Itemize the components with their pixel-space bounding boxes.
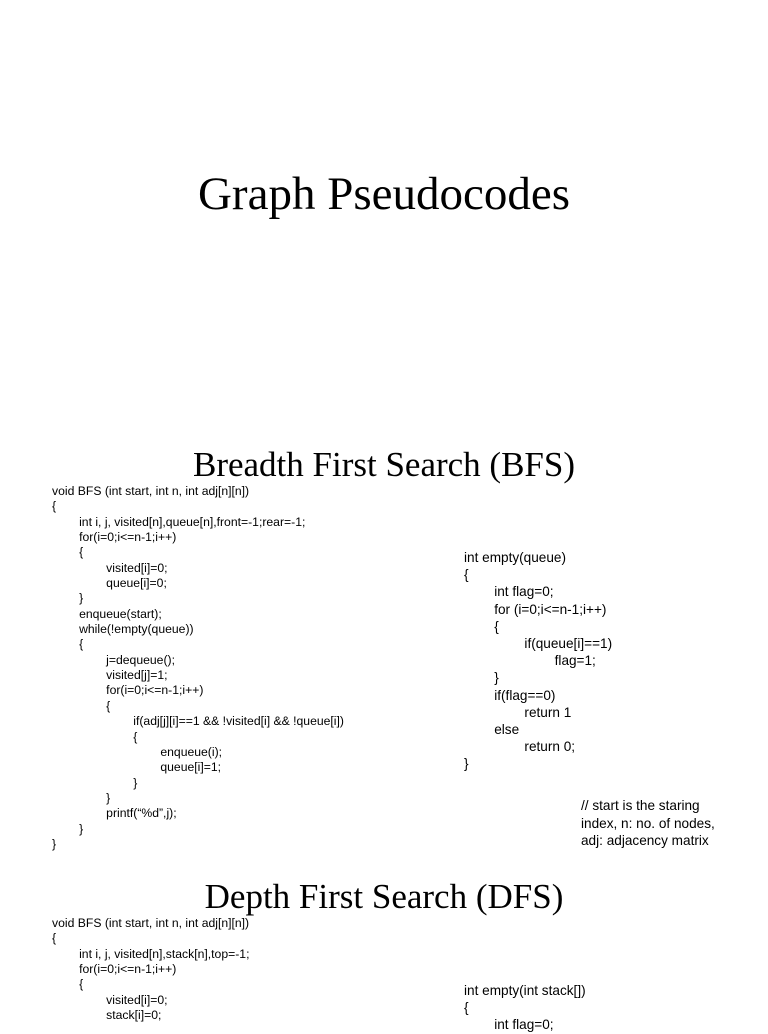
code-line: }: [52, 591, 84, 606]
code-line: }: [52, 790, 111, 805]
parameter-note: [581, 797, 715, 850]
code-line: while(!empty(queue)): [52, 622, 194, 637]
code-line: {: [52, 499, 57, 514]
code-line: visited[j]=1;: [52, 668, 168, 683]
code-line: {: [52, 637, 84, 652]
code-line: {: [52, 545, 84, 560]
code-line: if(adj[j][i]==1 && !visited[i] && !queue[i]): [52, 714, 344, 729]
code-line: stack[i]=0;: [52, 1008, 162, 1023]
code-line: }: [464, 670, 499, 686]
code-line: {: [52, 977, 84, 992]
code-line: for(i=0;i<=n-1;i++): [52, 962, 177, 977]
code-line: {: [52, 698, 111, 713]
page-title: Graph Pseudocodes: [197, 168, 570, 220]
code-line: queue[i]=0;: [52, 576, 167, 591]
code-line: else: [464, 721, 520, 737]
code-line: int i, j, visited[n],queue[n],front=-1;rear=-1;: [52, 514, 306, 529]
code-line: flag=1;: [464, 653, 596, 669]
code-line: enqueue(i);: [52, 744, 223, 759]
code-line: for(i=0;i<=n-1;i++): [52, 530, 177, 545]
code-line: return 0;: [464, 739, 576, 755]
code-line: for (i=0;i<=n-1;i++): [464, 601, 607, 617]
code-line: adj: adjacency matrix: [581, 833, 709, 848]
dfs-empty-function-code: [464, 982, 586, 1034]
code-line: enqueue(start);: [52, 606, 162, 621]
code-line: index, n: no. of nodes,: [581, 815, 715, 831]
bfs-section-title: Breadth First Search (BFS): [192, 445, 576, 484]
code-line: {: [52, 931, 57, 946]
code-line: visited[i]=0;: [52, 560, 168, 575]
code-line: }: [464, 756, 469, 772]
code-line: int empty(queue): [464, 550, 567, 565]
code-line: }: [52, 836, 57, 851]
code-line: {: [464, 618, 499, 634]
code-line: }: [52, 775, 138, 790]
code-line: int i, j, visited[n],stack[n],top=-1;: [52, 946, 250, 961]
code-line: void BFS (int start, int n, int adj[n][n]): [52, 484, 250, 498]
code-line: printf(“%d”,j);: [52, 806, 177, 821]
dfs-section-title: Depth First Search (DFS): [204, 877, 564, 916]
code-line: {: [52, 729, 138, 744]
code-line: int flag=0;: [464, 1017, 554, 1033]
bfs-code-block: [52, 484, 344, 852]
code-line: // start is the staring: [581, 798, 700, 813]
code-line: {: [464, 1000, 469, 1016]
code-line: for(i=0;i<=n-1;i++): [52, 683, 204, 698]
dfs-code-block: [52, 916, 249, 1023]
code-line: visited[i]=0;: [52, 992, 168, 1007]
bfs-empty-function-code: [464, 549, 612, 772]
code-line: return 1: [464, 704, 572, 720]
code-line: {: [464, 567, 469, 583]
code-line: void BFS (int start, int n, int adj[n][n]): [52, 916, 250, 930]
code-line: }: [52, 821, 84, 836]
code-line: if(flag==0): [464, 687, 556, 703]
code-line: if(queue[i]==1): [464, 635, 613, 651]
code-line: int empty(int stack[]): [464, 983, 586, 998]
code-line: j=dequeue();: [52, 652, 175, 667]
code-line: queue[i]=1;: [52, 760, 222, 775]
code-line: int flag=0;: [464, 584, 554, 600]
